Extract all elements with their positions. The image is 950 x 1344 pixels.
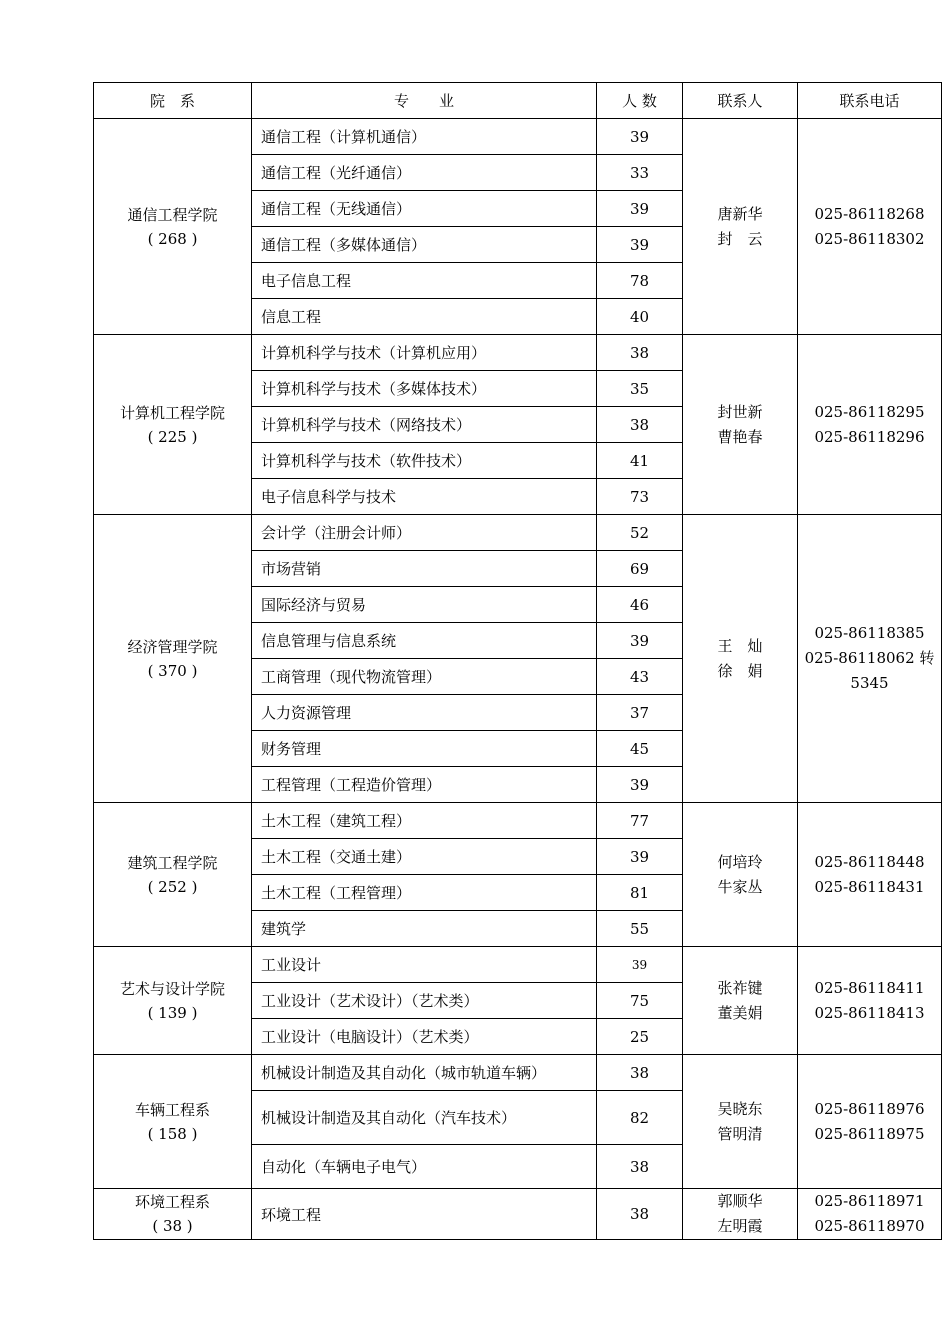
header-major: 专 业: [252, 83, 597, 119]
dept-name: 计算机工程学院: [119, 403, 225, 422]
phone-cell: [798, 515, 942, 803]
student-count: 35: [597, 371, 683, 407]
dept-name: 通信工程学院: [127, 205, 218, 224]
dept-total: ( 38 ): [152, 1217, 193, 1235]
dept-cell: [94, 119, 252, 335]
major-name: 市场营销: [252, 551, 597, 587]
contact-person: 牛家丛: [717, 877, 763, 896]
student-count: 39: [597, 119, 683, 155]
contact-cell: [683, 1055, 798, 1189]
contact-person: 王 灿: [717, 636, 763, 655]
contact-cell: [683, 803, 798, 947]
phone-number: 025-86118971: [814, 1192, 925, 1210]
major-name: 信息工程: [252, 299, 597, 335]
contact-person: 郭顺华: [717, 1192, 763, 1210]
phone-number: 025-86118062 转: [804, 649, 935, 667]
contact-person: 曹艳春: [717, 427, 763, 446]
student-count: 38: [597, 407, 683, 443]
major-name: 通信工程（光纤通信）: [252, 155, 597, 191]
contact-cell: [683, 515, 798, 803]
major-name: 工程管理（工程造价管理）: [252, 767, 597, 803]
major-name: 电子信息工程: [252, 263, 597, 299]
student-count: 25: [597, 1019, 683, 1055]
contact-person: 何培玲: [717, 852, 763, 871]
student-count: 39: [597, 947, 683, 983]
contact-person: 封世新: [717, 402, 763, 421]
student-count: 39: [597, 839, 683, 875]
phone-number: 025-86118295: [814, 402, 925, 421]
dept-cell: [94, 803, 252, 947]
student-count: 52: [597, 515, 683, 551]
contact-person: 封 云: [717, 229, 763, 248]
phone-cell: [798, 1055, 942, 1189]
student-count: 38: [597, 1145, 683, 1189]
dept-name: 环境工程系: [134, 1193, 210, 1211]
table-row: [94, 1189, 942, 1240]
major-name: 环境工程: [252, 1189, 597, 1240]
dept-cell: [94, 335, 252, 515]
student-count: 81: [597, 875, 683, 911]
phone-cell: [798, 335, 942, 515]
dept-name: 车辆工程系: [134, 1100, 210, 1119]
major-name: 通信工程（无线通信）: [252, 191, 597, 227]
student-count: 77: [597, 803, 683, 839]
contact-person: 张祚键: [717, 978, 763, 997]
student-count: 33: [597, 155, 683, 191]
major-name: 会计学（注册会计师）: [252, 515, 597, 551]
major-name: 工商管理（现代物流管理）: [252, 659, 597, 695]
phone-number: 025-86118970: [814, 1217, 925, 1235]
dept-total: ( 225 ): [147, 427, 198, 446]
phone-cell: [798, 1189, 942, 1240]
major-name: 工业设计: [252, 947, 597, 983]
dept-total: ( 268 ): [147, 229, 198, 248]
phone-cell: [798, 947, 942, 1055]
student-count: 82: [597, 1091, 683, 1145]
phone-cell: [798, 803, 942, 947]
dept-total: ( 252 ): [147, 877, 198, 896]
student-count: 46: [597, 587, 683, 623]
contact-person: 唐新华: [717, 204, 763, 223]
student-count: 55: [597, 911, 683, 947]
phone-cell: [798, 119, 942, 335]
student-count: 39: [597, 227, 683, 263]
major-name: 人力资源管理: [252, 695, 597, 731]
table-row: [94, 515, 942, 551]
table-row: [94, 335, 942, 371]
phone-number: 025-86118413: [814, 1003, 925, 1022]
table-body: [94, 119, 942, 1240]
phone-number: 025-86118411: [814, 978, 925, 997]
contact-cell: [683, 1189, 798, 1240]
major-name: 信息管理与信息系统: [252, 623, 597, 659]
student-count: 38: [597, 1055, 683, 1091]
phone-number: 025-86118268: [814, 204, 925, 223]
major-name: 机械设计制造及其自动化（汽车技术）: [252, 1091, 597, 1145]
major-name: 工业设计（艺术设计）（艺术类）: [252, 983, 597, 1019]
dept-total: ( 370 ): [147, 661, 198, 680]
student-count: 39: [597, 623, 683, 659]
contact-person: 董美娟: [717, 1003, 763, 1022]
header-contact: 联系人: [683, 83, 798, 119]
dept-cell: [94, 947, 252, 1055]
dept-total: ( 139 ): [147, 1003, 198, 1022]
phone-number: 5345: [850, 674, 889, 692]
phone-number: 025-86118296: [814, 427, 925, 446]
student-count: 45: [597, 731, 683, 767]
major-name: 财务管理: [252, 731, 597, 767]
dept-cell: [94, 515, 252, 803]
student-count: 39: [597, 767, 683, 803]
phone-number: 025-86118976: [814, 1099, 925, 1118]
major-name: 工业设计（电脑设计）（艺术类）: [252, 1019, 597, 1055]
phone-number: 025-86118975: [814, 1124, 925, 1143]
student-count: 40: [597, 299, 683, 335]
major-name: 电子信息科学与技术: [252, 479, 597, 515]
contact-person: 徐 娟: [717, 661, 763, 680]
header-phone: 联系电话: [798, 83, 942, 119]
dept-name: 艺术与设计学院: [119, 979, 225, 998]
phone-number: 025-86118448: [814, 852, 925, 871]
dept-total: ( 158 ): [147, 1124, 198, 1143]
phone-number: 025-86118385: [814, 624, 925, 642]
student-count: 41: [597, 443, 683, 479]
student-count: 39: [597, 191, 683, 227]
major-name: 通信工程（多媒体通信）: [252, 227, 597, 263]
student-count: 43: [597, 659, 683, 695]
contact-cell: [683, 335, 798, 515]
dept-name: 建筑工程学院: [127, 853, 218, 872]
phone-number: 025-86118431: [814, 877, 925, 896]
student-count: 78: [597, 263, 683, 299]
major-name: 建筑学: [252, 911, 597, 947]
major-name: 国际经济与贸易: [252, 587, 597, 623]
dept-cell: [94, 1055, 252, 1189]
student-count: 75: [597, 983, 683, 1019]
contact-cell: [683, 119, 798, 335]
contact-person: 管明清: [717, 1124, 763, 1143]
contact-person: 左明霞: [717, 1217, 763, 1235]
student-count: 37: [597, 695, 683, 731]
table-row: [94, 1055, 942, 1091]
student-count: 38: [597, 335, 683, 371]
major-name: 计算机科学与技术（多媒体技术）: [252, 371, 597, 407]
dept-cell: [94, 1189, 252, 1240]
major-name: 自动化（车辆电子电气）: [252, 1145, 597, 1189]
header-count: 人 数: [597, 83, 683, 119]
table-row: [94, 119, 942, 155]
student-count: 69: [597, 551, 683, 587]
contact-cell: [683, 947, 798, 1055]
major-name: 通信工程（计算机通信）: [252, 119, 597, 155]
header-dept: 院 系: [94, 83, 252, 119]
major-name: 计算机科学与技术（软件技术）: [252, 443, 597, 479]
phone-number: 025-86118302: [814, 229, 925, 248]
major-name: 计算机科学与技术（网络技术）: [252, 407, 597, 443]
enrollment-table: [93, 82, 942, 1240]
dept-name: 经济管理学院: [127, 637, 218, 656]
student-count: 73: [597, 479, 683, 515]
major-name: 机械设计制造及其自动化（城市轨道车辆）: [252, 1055, 597, 1091]
major-name: 土木工程（交通土建）: [252, 839, 597, 875]
table-row: [94, 947, 942, 983]
major-name: 计算机科学与技术（计算机应用）: [252, 335, 597, 371]
contact-person: 吴晓东: [717, 1099, 763, 1118]
student-count: 38: [597, 1189, 683, 1240]
header-row: [94, 83, 942, 119]
major-name: 土木工程（工程管理）: [252, 875, 597, 911]
major-name: 土木工程（建筑工程）: [252, 803, 597, 839]
table-row: [94, 803, 942, 839]
